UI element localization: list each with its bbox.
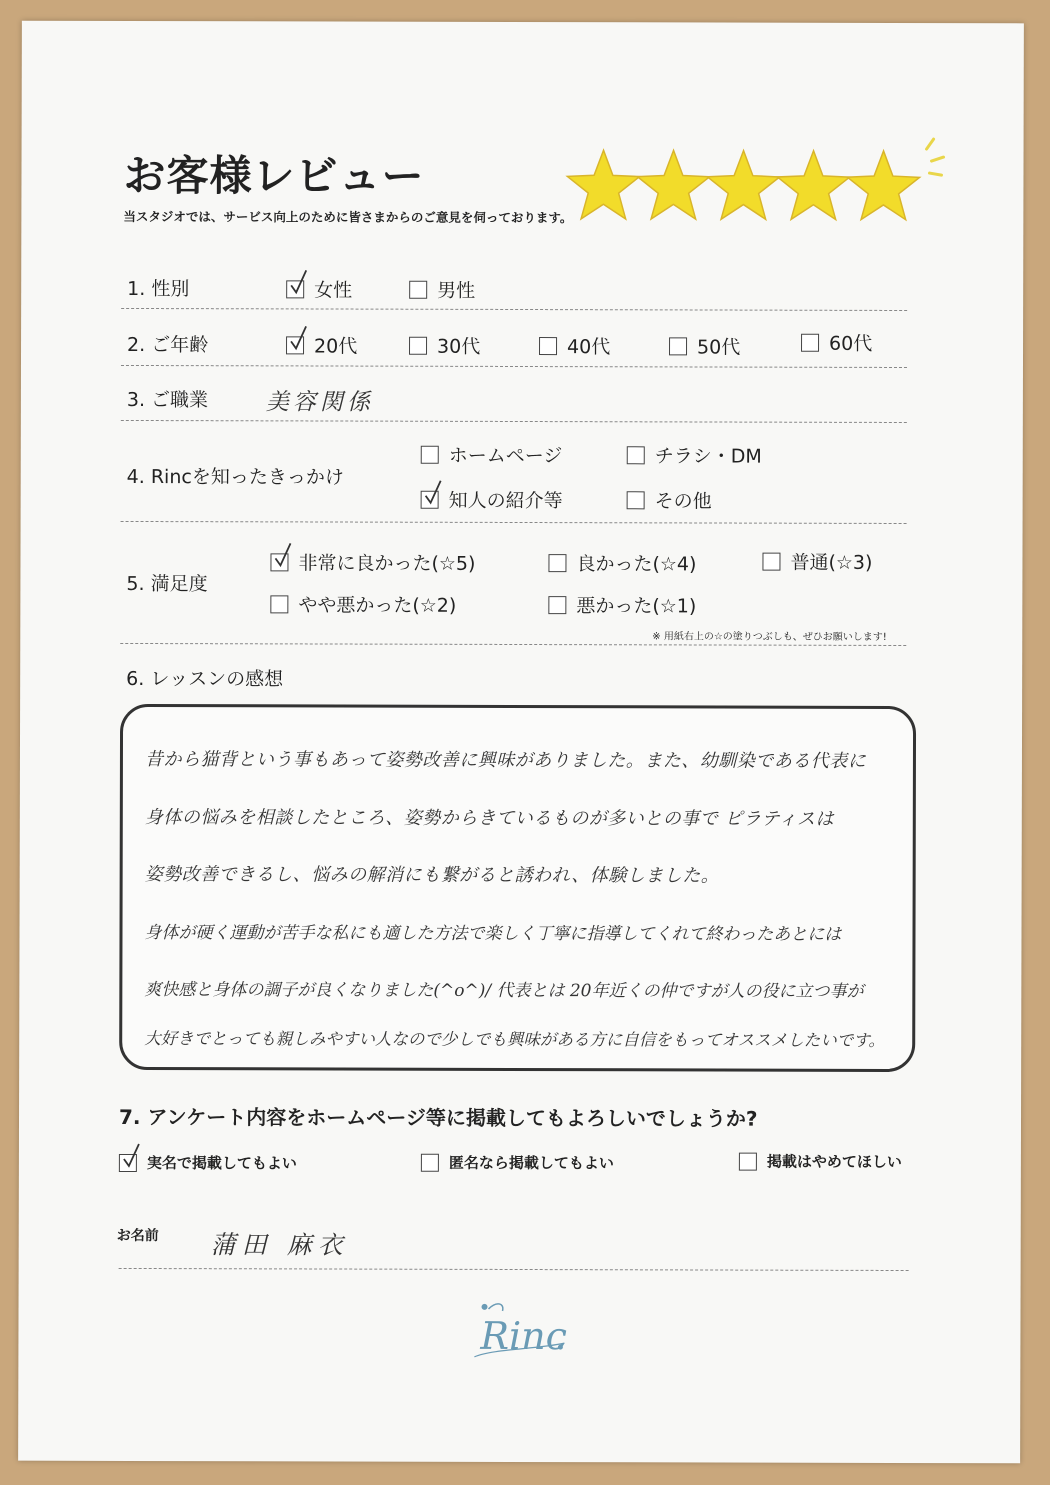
comment-line: 大好きでとっても親しみやすい人なので少しでも興味がある方に自信をもってオススメしたいです。 — [144, 1029, 885, 1050]
logo-text: Rinc — [480, 1313, 568, 1359]
comment-line: 姿勢改善できるし、悩みの解消にも繋がると誘われ、体験しました。 — [144, 864, 720, 887]
divider — [121, 308, 907, 311]
q1-label: 1. 性別 — [127, 277, 190, 301]
q5-option-good[interactable] — [548, 549, 696, 576]
star-icon — [567, 150, 639, 219]
checkmark-icon — [122, 1142, 140, 1168]
divider — [121, 365, 907, 368]
q5-option-label: 非常に良かった(☆5) — [298, 552, 476, 575]
q5-option-label: 良かった(☆4) — [576, 553, 697, 576]
checkbox[interactable] — [409, 280, 427, 298]
q4-option-homepage[interactable] — [421, 441, 563, 468]
q7-option-label: 掲載はやめてほしい — [766, 1152, 902, 1171]
comment-line: 昔から猫背という事もあって姿勢改善に興味がありました。また、幼馴染である代表に — [144, 749, 867, 772]
star-icon — [707, 150, 779, 219]
q7-label: 7. アンケート内容をホームページ等に掲載してもよろしいでしょうか? — [118, 1104, 758, 1131]
q4-option-label: ホームページ — [448, 444, 563, 468]
q4-option-referral[interactable] — [421, 486, 563, 513]
rinc-logo — [468, 1297, 578, 1367]
q2-option-label: 50代 — [697, 336, 741, 359]
q4-option-other[interactable] — [627, 486, 712, 513]
q2-option-50s[interactable] — [669, 332, 740, 359]
q4-option-label: 知人の紹介等 — [448, 489, 563, 513]
checkmark-icon — [289, 325, 307, 351]
q2-option-label: 30代 — [437, 335, 481, 358]
divider — [120, 643, 906, 646]
star-icon — [637, 150, 709, 219]
q1-option-male[interactable] — [409, 276, 475, 303]
checkbox[interactable] — [669, 337, 687, 355]
q7-option-label: 匿名なら掲載してもよい — [448, 1153, 614, 1173]
checkbox[interactable] — [421, 1153, 439, 1171]
page-title: お客様レビュー — [123, 150, 425, 201]
checkbox[interactable] — [539, 337, 557, 355]
q3-label: 3. ご職業 — [126, 388, 209, 412]
q5-label: 5. 満足度 — [126, 572, 208, 596]
divider — [121, 521, 907, 524]
q2-option-label: 20代 — [314, 335, 358, 358]
q7-option-real-name[interactable] — [119, 1152, 297, 1173]
checkbox[interactable] — [548, 554, 566, 572]
q1-option-label: 女性 — [314, 279, 353, 302]
checkmark-icon — [424, 479, 442, 505]
q5-option-very-good[interactable] — [270, 548, 475, 576]
q2-option-20s[interactable] — [286, 331, 357, 358]
checkbox[interactable] — [627, 446, 645, 464]
checkmark-icon — [289, 269, 307, 295]
checkbox-checked[interactable] — [119, 1153, 137, 1171]
q5-option-somewhat-bad[interactable] — [270, 590, 456, 617]
survey-sheet — [18, 21, 1024, 1464]
q3-answer[interactable]: 美容関係 — [265, 389, 374, 416]
q4-option-flyer[interactable] — [627, 441, 762, 468]
checkmark-icon — [273, 542, 291, 568]
q1-option-female[interactable] — [286, 275, 352, 302]
q5-option-label: 普通(☆3) — [790, 551, 873, 574]
q5-option-average[interactable] — [762, 548, 872, 575]
rating-stars — [561, 130, 961, 231]
name-value[interactable]: 蒲田 麻衣 — [210, 1230, 349, 1260]
q5-option-label: やや悪かった(☆2) — [298, 594, 457, 617]
checkbox[interactable] — [762, 552, 780, 570]
q2-option-30s[interactable] — [409, 332, 480, 359]
checkbox-checked[interactable] — [270, 553, 288, 571]
comment-line: 身体が硬く運動が苦手な私にも適した方法で楽しく丁寧に指導してくれて終わったあとには — [144, 923, 842, 945]
checkbox-checked[interactable] — [286, 280, 304, 298]
q2-option-60s[interactable] — [801, 329, 872, 356]
divider — [119, 1268, 909, 1271]
q6-label: 6. レッスンの感想 — [126, 667, 284, 691]
q5-note: ※ 用紙右上の☆の塗りつぶしも、ぜひお願いします! — [652, 631, 887, 643]
q2-option-label: 40代 — [567, 336, 611, 359]
q7-option-decline[interactable] — [739, 1151, 902, 1172]
q5-option-bad[interactable] — [548, 591, 696, 618]
comment-box[interactable] — [119, 704, 916, 1072]
q2-option-label: 60代 — [829, 332, 873, 355]
checkbox[interactable] — [548, 596, 566, 614]
page-subtitle: 当スタジオでは、サービス向上のために皆さまからのご意見を伺っております。 — [123, 208, 573, 226]
comment-line: 爽快感と身体の調子が良くなりました(^o^)/ 代表とは 20年近くの仲ですが人の役に立つ事が — [144, 980, 864, 1002]
checkbox-checked[interactable] — [421, 490, 439, 508]
checkbox[interactable] — [739, 1152, 757, 1170]
checkbox[interactable] — [627, 491, 645, 509]
comment-line: 身体の悩みを相談したところ、姿勢からきているものが多いとの事で ピラティスは — [144, 807, 835, 830]
q5-option-label: 悪かった(☆1) — [576, 595, 697, 618]
q7-option-label: 実名で掲載してもよい — [146, 1154, 297, 1173]
star-icon — [847, 151, 919, 220]
checkbox[interactable] — [421, 445, 439, 463]
checkbox[interactable] — [801, 333, 819, 351]
q4-label: 4. Rincを知ったきっかけ — [126, 465, 344, 489]
q4-option-label: その他 — [654, 490, 712, 513]
q2-option-40s[interactable] — [539, 332, 610, 359]
checkbox-checked[interactable] — [286, 336, 304, 354]
checkbox[interactable] — [270, 595, 288, 613]
q4-option-label: チラシ・DM — [654, 445, 762, 468]
name-label: お名前 — [116, 1227, 159, 1245]
star-icon — [777, 151, 849, 220]
q2-label: 2. ご年齢 — [127, 333, 209, 357]
q7-option-anonymous[interactable] — [421, 1152, 614, 1174]
q1-option-label: 男性 — [437, 279, 476, 302]
checkbox[interactable] — [409, 336, 427, 354]
divider — [121, 420, 907, 423]
